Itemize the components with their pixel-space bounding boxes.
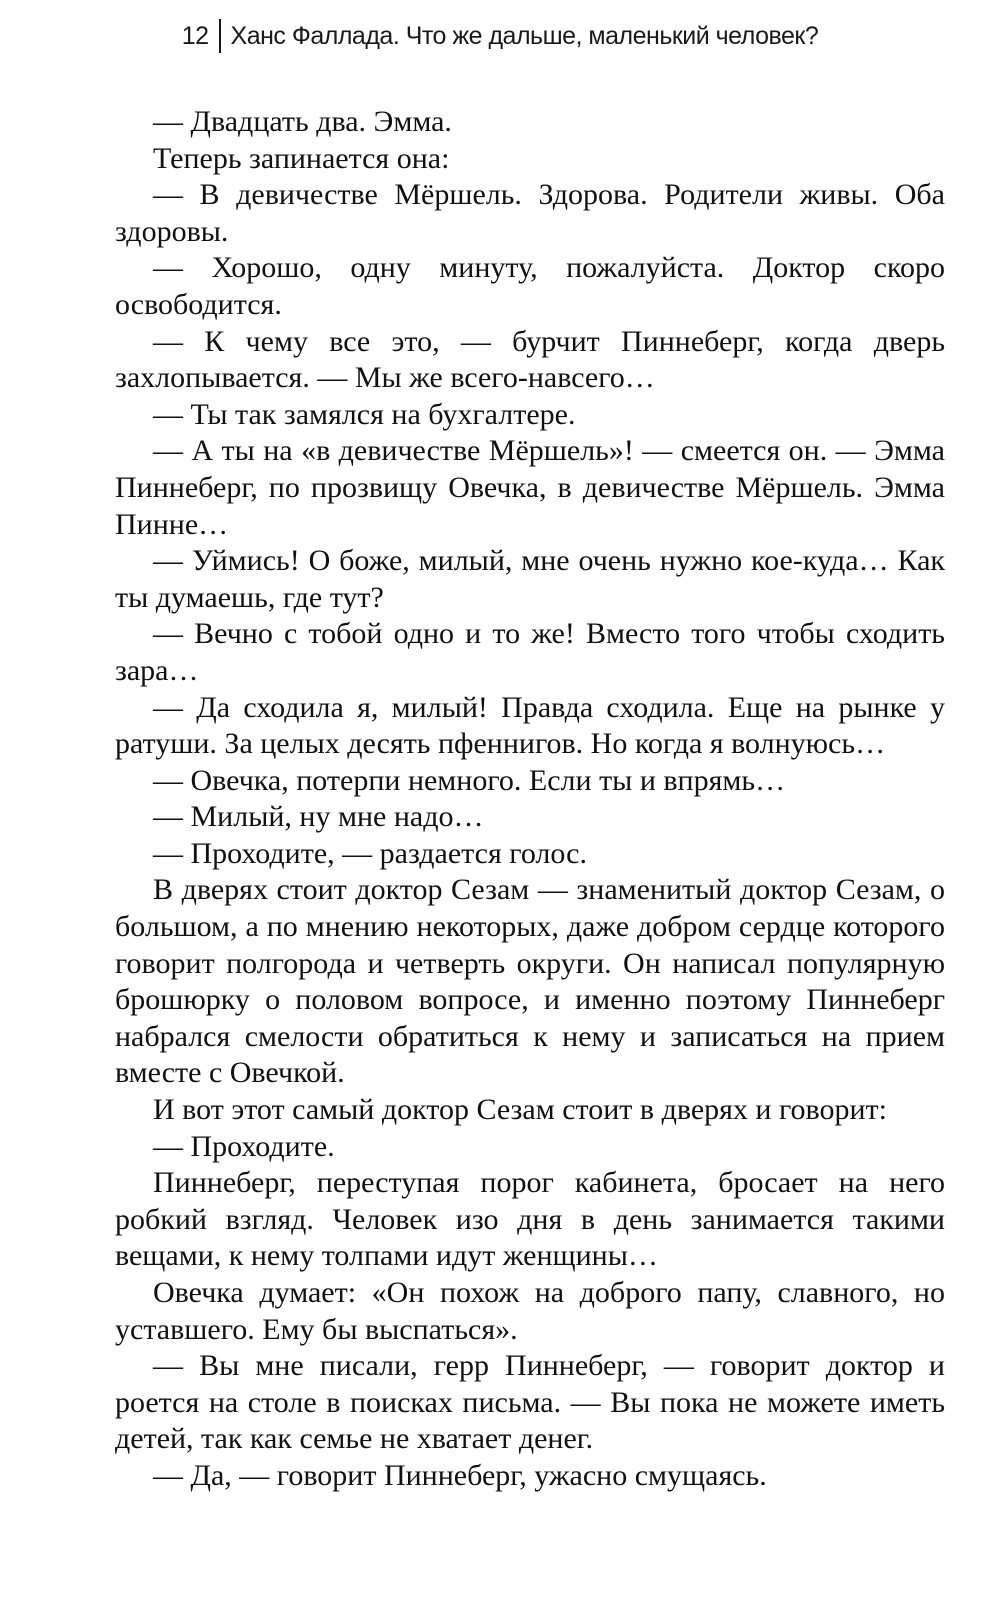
- running-header: [0, 18, 1000, 54]
- paragraph: — Вы мне писали, герр Пиннеберг, — говорит доктор и роется на столе в поисках письма. — Вы пока не можете иметь детей, так как семье не хватает денег.: [115, 1349, 945, 1456]
- paragraph: — Вечно с тобой одно и то же! Вместо того чтобы сходить зара…: [115, 617, 945, 687]
- paragraph: — Проходите.: [153, 1129, 335, 1163]
- paragraph: Овечка думает: «Он похож на доброго папу, славного, но уставшего. Ему бы выспаться».: [115, 1276, 945, 1346]
- paragraph: — В девичестве Мёршель. Здорова. Родители живы. Оба здоровы.: [115, 178, 945, 248]
- paragraph: — Да сходила я, милый! Правда сходила. Еще на рынке у ратуши. За целых десять пфеннигов. Но когда я волнуюсь…: [115, 690, 945, 761]
- paragraph: — Хорошо, одну минуту, пожалуйста. Доктор скоро освободится.: [115, 251, 945, 321]
- paragraph: — К чему все это, — бурчит Пиннеберг, когда дверь захлопывается. — Мы же всего-навсего…: [115, 324, 945, 395]
- paragraph: В дверях стоит доктор Сезам — знаменитый доктор Сезам, о большом, а по мнению некоторых, даже добром сердце которого говорит полгорода и четверть округи. Он написал популярную брошюрку о половом вопросе, и именно поэтому Пиннеберг набрался смелости обратиться к нему и записаться на прием вместе с Овечкой.: [115, 873, 945, 1090]
- paragraph: Пиннеберг, переступая порог кабинета, бросает на него робкий взгляд. Человек изо дня в день занимается такими вещами, к нему толпами идут женщины…: [115, 1166, 945, 1273]
- paragraph: — Двадцать два. Эмма.: [153, 105, 452, 138]
- paragraph: И вот этот самый доктор Сезам стоит в дверях и говорит:: [153, 1093, 888, 1127]
- paragraph: Теперь запинается она:: [153, 141, 450, 175]
- paragraph: — Проходите, — раздается голос.: [153, 836, 587, 870]
- paragraph: — Да, — говорит Пиннеберг, ужасно смущаясь.: [153, 1458, 767, 1492]
- paragraph: — Милый, ну мне надо…: [153, 800, 484, 834]
- body-text: [115, 104, 945, 1495]
- paragraph: — Овечка, потерпи немного. Если ты и впрямь…: [153, 763, 786, 797]
- paragraph: — Ты так замялся на бухгалтере.: [153, 397, 576, 431]
- running-title: Ханс Фаллада. Что же дальше, маленький человек?: [230, 21, 819, 50]
- page-number: 12: [181, 21, 209, 50]
- header-separator: [219, 19, 221, 53]
- paragraph: — Уймись! О боже, милый, мне очень нужно кое-куда… Как ты думаешь, где тут?: [115, 544, 945, 614]
- paragraph: — А ты на «в девичестве Мёршель»! — смеется он. — Эмма Пиннеберг, по прозвищу Овечка, в девичестве Мёршель. Эмма Пинне…: [115, 434, 945, 541]
